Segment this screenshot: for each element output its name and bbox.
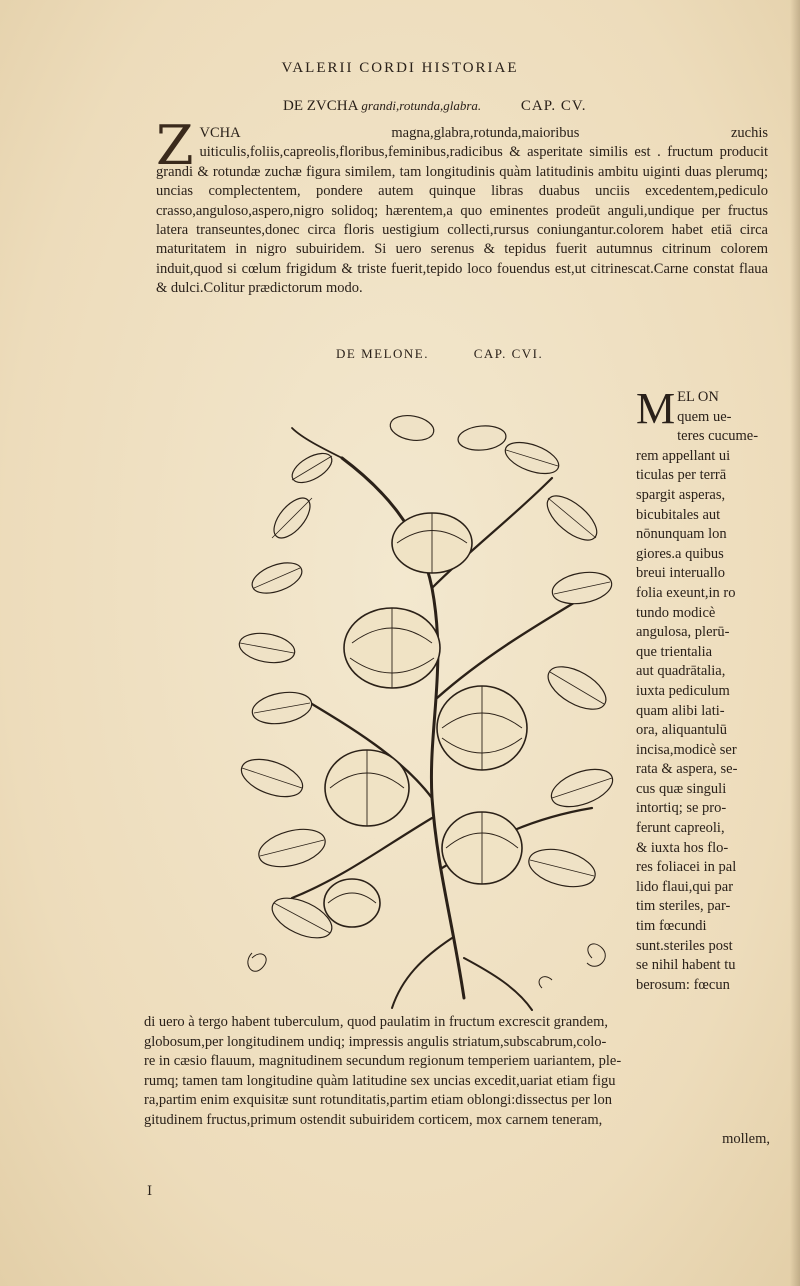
- column-line: spargit asperas,: [636, 486, 726, 503]
- paragraph-line: globosum,per longitudinem undiq; impressis angulis striatum,subscabrum,colo-: [144, 1033, 607, 1050]
- paragraph-line: gitudinem fructus,primum ostendit subuiridem corticem, mox carnem teneram,: [144, 1111, 603, 1128]
- paragraph-line: ra,partim enim exquisitæ sunt rotunditatis,partim etiam oblongi:dissectus per lon: [144, 1092, 612, 1108]
- column-line: res foliacei in pal: [636, 859, 737, 876]
- column-line: ferunt capreoli,: [636, 820, 725, 837]
- chapter-title-italic: grandi,rotunda,glabra.: [361, 98, 482, 113]
- paragraph-zucha: [156, 114, 768, 299]
- column-line: nōnunquam lon: [636, 526, 727, 543]
- page-edge-shadow: [790, 0, 800, 1286]
- column-line: que trientalia: [636, 643, 713, 660]
- column-line: quam alibi lati-: [636, 702, 725, 719]
- column-line: rem appellant ui: [636, 447, 731, 464]
- column-line: EL ON: [677, 389, 719, 405]
- column-line: tim fœcundi: [636, 918, 707, 935]
- column-line: cus quæ singuli: [636, 780, 727, 797]
- column-line: tundo modicè: [636, 604, 716, 621]
- paragraph-line: mollem,: [722, 1131, 770, 1147]
- column-line: lido flaui,qui par: [636, 878, 734, 895]
- subhead-title: DE MELONE.: [336, 346, 429, 361]
- column-line: teres cucume-: [677, 428, 759, 445]
- chapter-title: DE ZVCHA: [283, 98, 358, 114]
- column-line: & iuxta hos flo-: [636, 839, 729, 856]
- column-line: bicubitales aut: [636, 506, 721, 523]
- paragraph-line: re in cæsio flauum, magnitudinem secundum regionum temperiem uariantem, ple-: [144, 1053, 622, 1069]
- column-line: ora, aliquantulū: [636, 722, 728, 739]
- signature-mark: I: [147, 1184, 153, 1199]
- chapter-heading-melone: [336, 346, 543, 362]
- column-line: intortiq; se pro-: [636, 800, 727, 817]
- column-line: sunt.steriles post: [636, 937, 733, 954]
- column-line: angulosa, plerū-: [636, 624, 730, 641]
- column-line: iuxta pediculum: [636, 682, 730, 699]
- column-line: incisa,modicè ser: [636, 741, 737, 758]
- melon-plant-woodcut: [232, 398, 620, 1016]
- column-line: se nihil habent tu: [636, 957, 736, 974]
- paragraph-line: rumq; tamen tam longitudine quàm latitudine sex uncias excedit,uariat etiam figu: [144, 1072, 616, 1089]
- subhead-chapter-number: CAP. CVI.: [473, 346, 544, 361]
- column-line: breui interuallo: [636, 565, 725, 582]
- paragraph-line: di uero à tergo habent tuberculum, quod paulatim in fructum excrescit grandem,: [144, 1014, 608, 1030]
- column-line: quem ue-: [677, 408, 732, 425]
- column-line: giores.a quibus: [636, 545, 724, 562]
- paragraph-zucha-text: VCHA magna,glabra,rotunda,maioribus zuchis uiticulis,foliis,capreolis,floribus,feminibus,radicibus & asperitate similis est . fructum producit grandi & rotundæ zuchæ figura similem, tam longitudinis quàm latitudinis ambitu uiginti duas plerumq; uncias complectentem, pondere autem quinque libras duabus unciis excedentem,pediculo crasso,anguloso,aspero,nigro solidoq; hærentem,a quo eminentes prodeūt anguli,undique per fructus latera transeuntes,donec circa floris uestigium collecti,rursus coniungantur.colorem habet etiā circa maturitatem in nigro subuiridem. Si uero serenus & tepidus fuerit autumnus citrinum colorem induit,quod si cœlum frigidum & triste fuerit,tepido loco fouendus est,ut citrinescat.Carne constat flaua & dulci.Colitur prædictorum modo.: [156, 125, 768, 297]
- running-head: VALERII CORDI HISTORIAE: [281, 60, 519, 76]
- chapter-number: CAP. CV.: [520, 98, 587, 114]
- column-line: aut quadrātalia,: [636, 663, 726, 680]
- column-line: tim steriles, par-: [636, 898, 731, 915]
- drop-cap-m: M: [636, 384, 676, 433]
- column-line: ticulas per terrā: [636, 467, 727, 484]
- drop-cap-z: Z: [156, 114, 194, 177]
- melon-description-column: [636, 384, 770, 995]
- column-line: rata & aspera, se-: [636, 761, 738, 778]
- chapter-heading-zucha: [283, 98, 587, 115]
- column-line: folia exeunt,in ro: [636, 584, 736, 601]
- column-line: berosum: fœcun: [636, 976, 730, 993]
- paragraph-melone-continued: [144, 1013, 770, 1150]
